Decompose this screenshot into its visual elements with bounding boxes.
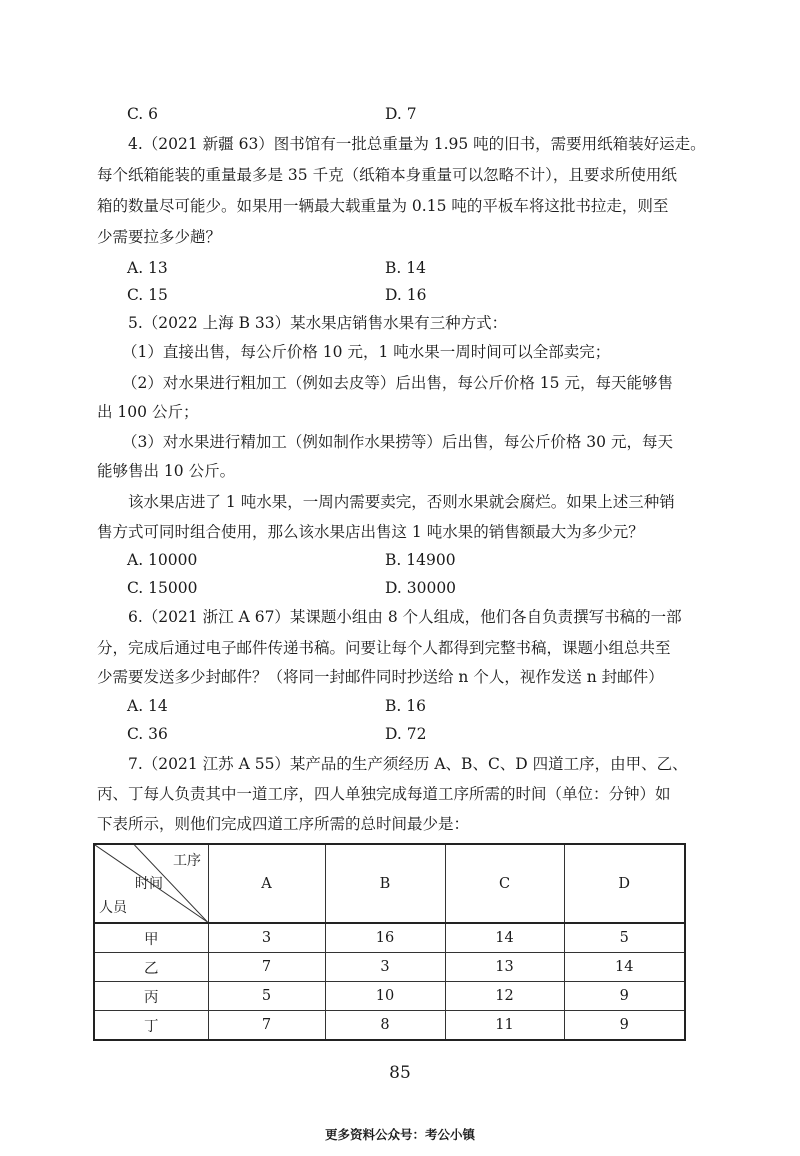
option-a: A. 14 <box>127 697 168 715</box>
corner-label-time: 时间 <box>135 876 163 892</box>
question-6-line: 分，完成后通过电子邮件传递书稿。问要让每个人都得到完整书稿，课题小组总共至 <box>97 639 671 657</box>
option-d: D. 7 <box>385 105 417 123</box>
option-d: D. 30000 <box>385 579 457 597</box>
column-header: A <box>208 844 325 923</box>
question-7-line: 7.（2021 江苏 A 55）某产品的生产须经历 A、B、C、D 四道工序，由甲、乙、 <box>128 755 688 773</box>
option-c: C. 15000 <box>127 579 198 597</box>
table-header-row <box>94 844 685 923</box>
question-5-item-3: （3）对水果进行精加工（例如制作水果捞等）后出售，每公斤价格 30 元，每天 <box>122 433 673 451</box>
table-cell: 3 <box>325 953 445 982</box>
table-cell: 11 <box>445 1011 564 1041</box>
question-6-line: 少需要发送多少封邮件？（将同一封邮件同时抄送给 n 个人，视作发送 n 封邮件） <box>97 668 664 686</box>
table-cell: 8 <box>325 1011 445 1041</box>
option-a: A. 13 <box>127 259 168 277</box>
table-cell: 14 <box>445 923 564 953</box>
footer-note: 更多资料公众号：考公小镇 <box>324 1127 475 1142</box>
option-d: D. 16 <box>385 286 427 304</box>
question-7-line: 下表所示，则他们完成四道工序所需的总时间最少是： <box>97 815 470 833</box>
question-4-line: 箱的数量尽可能少。如果用一辆最大载重量为 0.15 吨的平板车将这批书拉走，则至 <box>97 197 669 215</box>
corner-label-person: 人员 <box>99 900 127 916</box>
option-c: C. 6 <box>127 105 159 123</box>
diagonal-header-cell <box>94 844 208 923</box>
table-row <box>94 1011 685 1041</box>
table-cell: 3 <box>208 923 325 953</box>
table-cell: 5 <box>564 923 685 953</box>
question-7-line: 丙、丁每人负责其中一道工序，四人单独完成每道工序所需的时间（单位：分钟）如 <box>97 785 671 803</box>
option-c: C. 15 <box>127 286 168 304</box>
page-number: 85 <box>389 1063 411 1083</box>
table-cell: 14 <box>564 953 685 982</box>
question-4-line: 少需要拉多少趟？ <box>97 228 222 246</box>
process-time-table <box>93 843 686 1041</box>
question-5-body: 售方式可同时组合使用，那么该水果店出售这 1 吨水果的销售额最大为多少元？ <box>97 523 644 541</box>
corner-label-process: 工序 <box>173 853 201 869</box>
table-cell: 9 <box>564 1011 685 1041</box>
question-5-item-2: （2）对水果进行粗加工（例如去皮等）后出售，每公斤价格 15 元，每天能够售 <box>122 374 673 392</box>
question-6-line: 6.（2021 浙江 A 67）某课题小组由 8 个人组成，他们各自负责撰写书稿的一部 <box>128 608 682 626</box>
table-cell: 16 <box>325 923 445 953</box>
row-header-person: 乙 <box>94 953 208 982</box>
table-cell: 9 <box>564 982 685 1011</box>
question-5-item-3-cont: 能够售出 10 公斤。 <box>97 462 236 480</box>
question-5-title: 5.（2022 上海 B 33）某水果店销售水果有三种方式： <box>128 314 508 332</box>
table-cell: 7 <box>208 953 325 982</box>
option-b: B. 16 <box>385 697 426 715</box>
option-c: C. 36 <box>127 725 168 743</box>
table-cell: 12 <box>445 982 564 1011</box>
row-header-person: 丁 <box>94 1011 208 1041</box>
question-5-body: 该水果店进了 1 吨水果，一周内需要卖完，否则水果就会腐烂。如果上述三种销 <box>128 493 675 511</box>
table-row <box>94 953 685 982</box>
table-cell: 5 <box>208 982 325 1011</box>
question-4-line: 4.（2021 新疆 63）图书馆有一批总重量为 1.95 吨的旧书，需要用纸箱装好运走。 <box>128 135 706 153</box>
table-cell: 10 <box>325 982 445 1011</box>
question-5-item-2-cont: 出 100 公斤； <box>97 403 199 421</box>
row-header-person: 丙 <box>94 982 208 1011</box>
table-row <box>94 982 685 1011</box>
question-5-item-1: （1）直接出售，每公斤价格 10 元，1 吨水果一周时间可以全部卖完； <box>122 343 611 361</box>
column-header: D <box>564 844 685 923</box>
column-header: C <box>445 844 564 923</box>
table-cell: 13 <box>445 953 564 982</box>
option-d: D. 72 <box>385 725 427 743</box>
option-a: A. 10000 <box>127 551 198 569</box>
table-cell: 7 <box>208 1011 325 1041</box>
question-4-line: 每个纸箱能装的重量最多是 35 千克（纸箱本身重量可以忽略不计），且要求所使用纸 <box>97 166 677 184</box>
option-b: B. 14900 <box>385 551 456 569</box>
table-row <box>94 923 685 953</box>
column-header: B <box>325 844 445 923</box>
row-header-person: 甲 <box>94 923 208 953</box>
option-b: B. 14 <box>385 259 426 277</box>
